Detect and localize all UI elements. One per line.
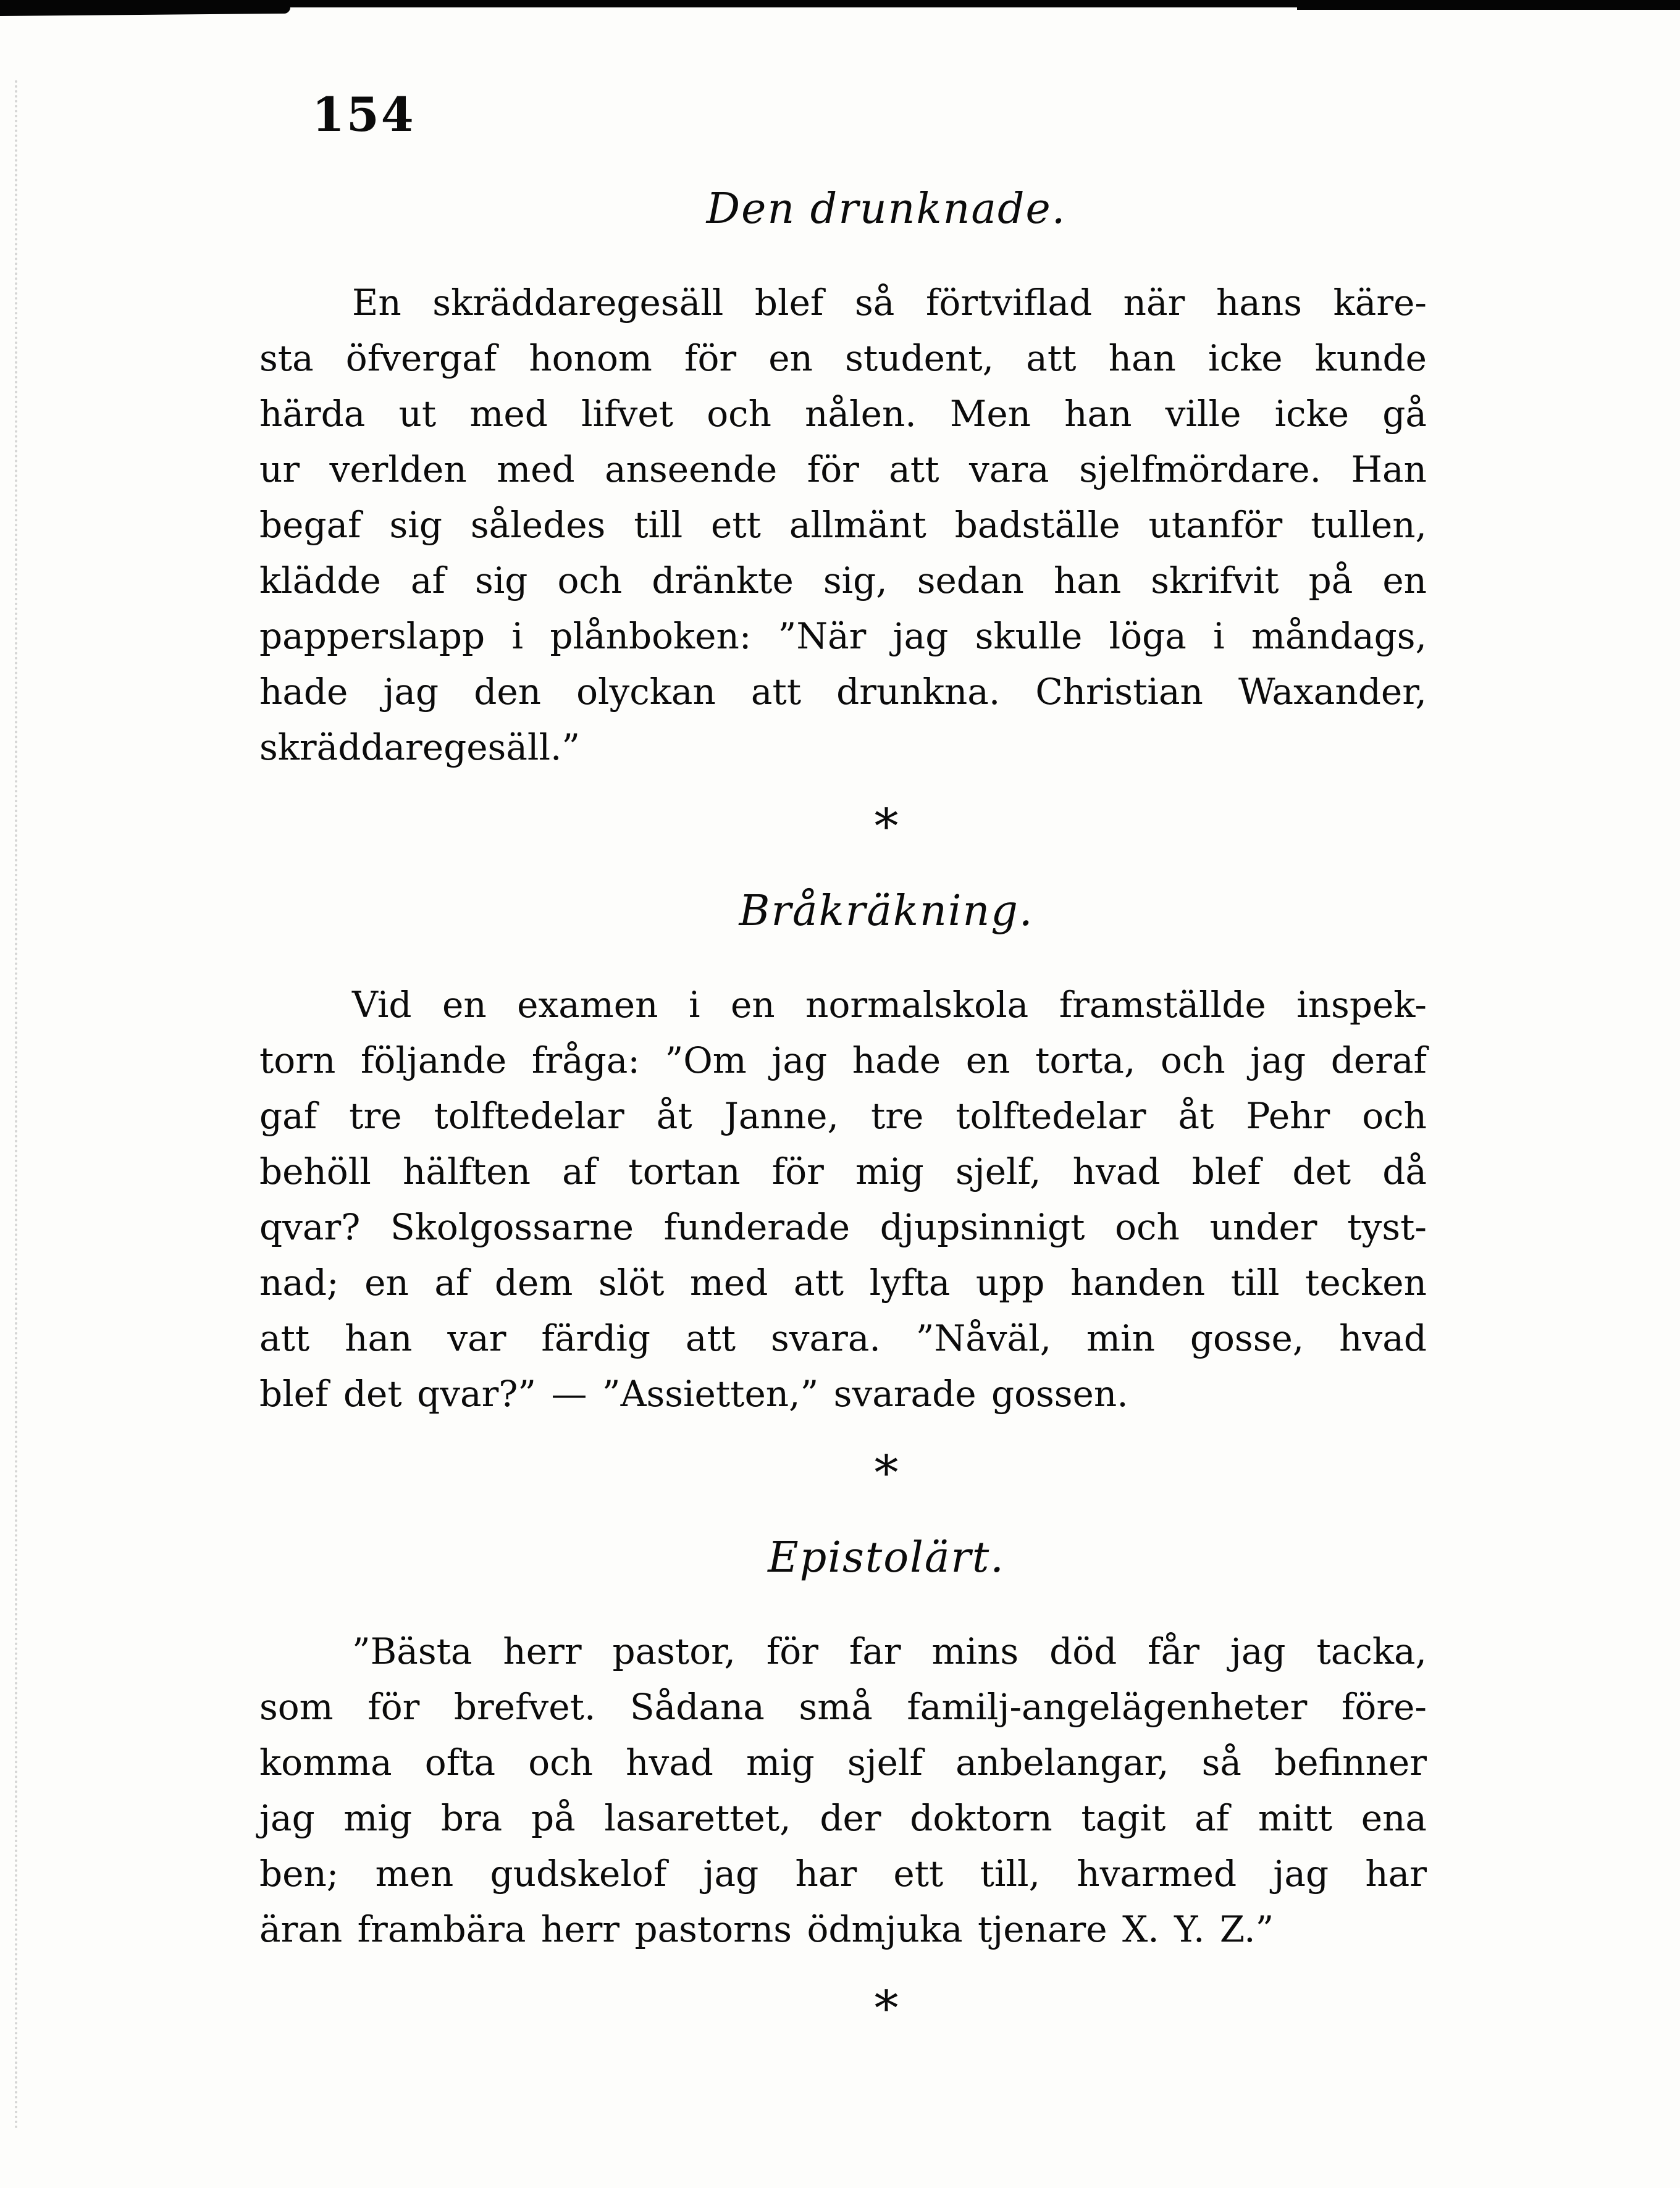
text-line: skräddaregesäll.” bbox=[259, 726, 581, 768]
text-line: ben; men gudskelof jag har ett till, hvarmed jag har bbox=[259, 1853, 1427, 1895]
text-line: hade jag den olyckan att drunkna. Christian Waxander, bbox=[259, 671, 1427, 713]
section-separator-asterisk: * bbox=[874, 1446, 899, 1501]
section-separator-asterisk: * bbox=[874, 1981, 899, 2037]
story-paragraph bbox=[259, 275, 1427, 775]
text-line: sta öfvergaf honom för en student, att han icke kunde bbox=[259, 337, 1427, 379]
story-title: Den drunknade. bbox=[706, 185, 1067, 233]
text-line: gaf tre tolftedelar åt Janne, tre tolftedelar åt Pehr och bbox=[259, 1095, 1427, 1137]
page-number: 154 bbox=[312, 87, 416, 142]
text-line: ”Bästa herr pastor, för far mins död får jag tacka, bbox=[352, 1630, 1427, 1672]
section-separator-asterisk: * bbox=[874, 799, 899, 855]
text-line: att han var färdig att svara. ”Nåväl, min gosse, hvad bbox=[259, 1317, 1427, 1359]
text-line: jag mig bra på lasarettet, der doktorn tagit af mitt ena bbox=[259, 1797, 1427, 1839]
story-section bbox=[259, 1532, 1427, 2040]
text-line: ur verlden med anseende för att vara sjelfmördare. Han bbox=[259, 448, 1427, 490]
text-line: klädde af sig och dränkte sig, sedan han skrifvit på en bbox=[259, 560, 1427, 601]
text-line: En skräddaregesäll blef så förtviflad när hans käre- bbox=[352, 282, 1427, 324]
story-paragraph bbox=[259, 1624, 1427, 1957]
text-line: som för brefvet. Sådana små familj-angelägenheter före- bbox=[259, 1686, 1427, 1728]
story-section bbox=[259, 183, 1427, 858]
text-line: Vid en examen i en normalskola framställde inspek- bbox=[352, 984, 1427, 1026]
scan-artifact-top-left-blob bbox=[0, 0, 290, 16]
text-line: blef det qvar?” — ”Assietten,” svarade gossen. bbox=[259, 1373, 1128, 1415]
scan-artifact-left-edge-dots bbox=[15, 80, 17, 2131]
story-title: Epistolärt. bbox=[768, 1533, 1005, 1582]
text-line: begaf sig således till ett allmänt badställe utanför tullen, bbox=[259, 504, 1427, 546]
text-line: behöll hälften af tortan för mig sjelf, hvad blef det då bbox=[259, 1151, 1427, 1193]
text-line: komma ofta och hvad mig sjelf anbelangar, så befinner bbox=[259, 1742, 1427, 1784]
text-line: torn följande fråga: ”Om jag hade en torta, och jag deraf bbox=[259, 1039, 1427, 1081]
text-line: papperslapp i plånboken: ”När jag skulle löga i måndags, bbox=[259, 615, 1427, 657]
text-line: härda ut med lifvet och nålen. Men han ville icke gå bbox=[259, 393, 1427, 435]
text-line: qvar? Skolgossarne funderade djupsinnigt och under tyst- bbox=[259, 1206, 1427, 1248]
story-title: Bråkräkning. bbox=[739, 887, 1034, 936]
page-content bbox=[259, 0, 1427, 2067]
story-paragraph bbox=[259, 977, 1427, 1422]
story-section bbox=[259, 885, 1427, 1504]
text-line: nad; en af dem slöt med att lyfta upp handen till tecken bbox=[259, 1262, 1427, 1304]
text-line: äran frambära herr pastorns ödmjuka tjenare X. Y. Z.” bbox=[259, 1908, 1274, 1950]
